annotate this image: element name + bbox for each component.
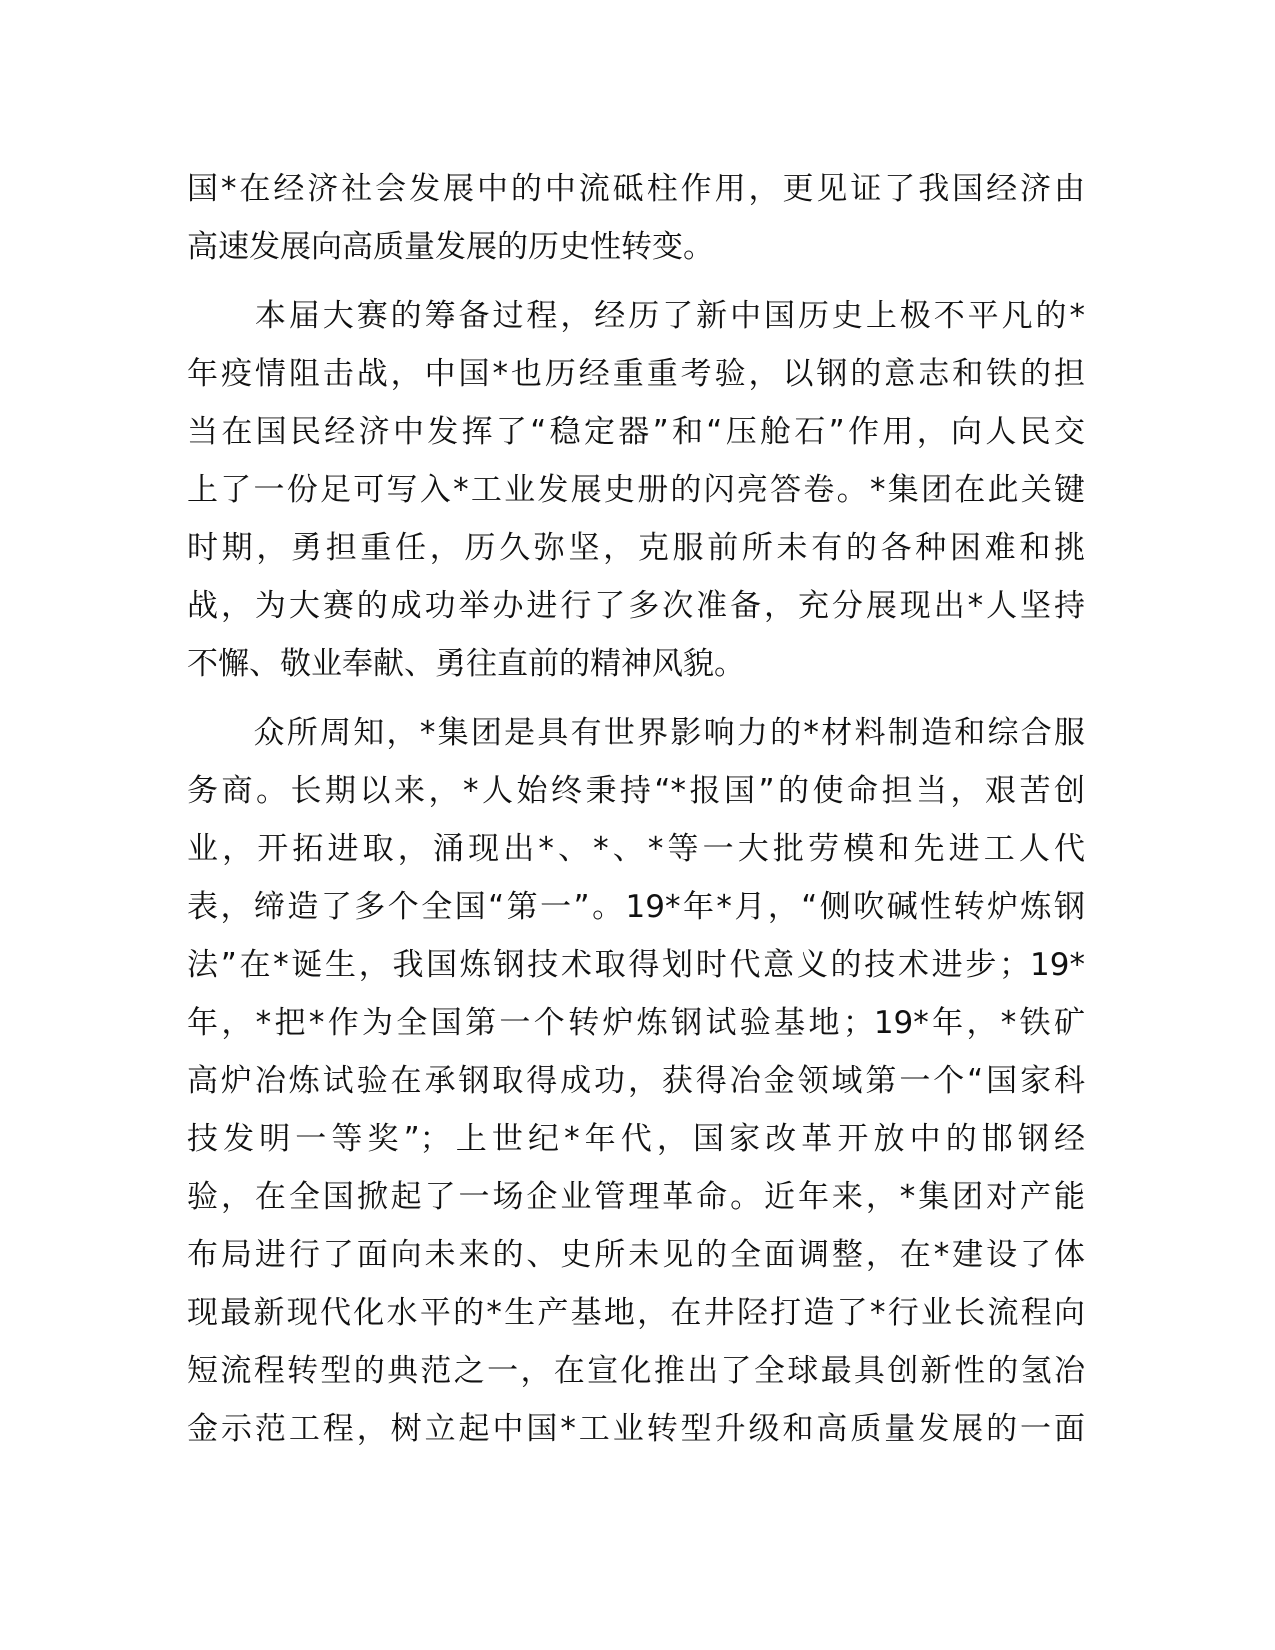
text-line: 务商。长期以来，*人始终秉持“*报国”的使命担当，艰苦创: [187, 773, 1085, 809]
text-line: 表，缔造了多个全国“第一”。19*年*月，“侧吹碱性转炉炼钢: [187, 889, 1085, 925]
paragraph-2: [187, 287, 1085, 693]
text-line: 不懈、敬业奉献、勇往直前的精神风貌。: [187, 646, 745, 682]
text-line: 高炉冶炼试验在承钢取得成功，获得冶金领域第一个“国家科: [187, 1063, 1085, 1099]
text-line: 时期，勇担重任，历久弥坚，克服前所未有的各种困难和挑: [187, 530, 1085, 566]
text-line: 众所周知，*集团是具有世界影响力的*材料制造和综合服: [187, 715, 1085, 751]
text-line: 技发明一等奖”；上世纪*年代，国家改革开放中的邯钢经: [187, 1121, 1085, 1157]
paragraph-1: [187, 160, 1085, 276]
text-line: 当在国民经济中发挥了“稳定器”和“压舱石”作用，向人民交: [187, 414, 1085, 450]
text-line: 金示范工程，树立起中国*工业转型升级和高质量发展的一面: [187, 1411, 1085, 1447]
text-line: 战，为大赛的成功举办进行了多次准备，充分展现出*人坚持: [187, 588, 1085, 624]
text-line: 布局进行了面向未来的、史所未见的全面调整，在*建设了体: [187, 1237, 1085, 1273]
text-line: 高速发展向高质量发展的历史性转变。: [187, 229, 714, 265]
text-line: 本届大赛的筹备过程，经历了新中国历史上极不平凡的*: [187, 298, 1085, 334]
text-line: 业，开拓进取，涌现出*、*、*等一大批劳模和先进工人代: [187, 831, 1085, 867]
text-line: 国*在经济社会发展中的中流砥柱作用，更见证了我国经济由: [187, 171, 1085, 207]
text-line: 短流程转型的典范之一，在宣化推出了全球最具创新性的氢冶: [187, 1353, 1085, 1389]
text-line: 现最新现代化水平的*生产基地，在井陉打造了*行业长流程向: [187, 1295, 1085, 1331]
text-line: 验，在全国掀起了一场企业管理革命。近年来，*集团对产能: [187, 1179, 1085, 1215]
text-line: 法”在*诞生，我国炼钢技术取得划时代意义的技术进步；19*: [187, 947, 1085, 983]
body-text: [187, 160, 1085, 1458]
paragraph-3: [187, 704, 1085, 1458]
text-line: 年疫情阻击战，中国*也历经重重考验，以钢的意志和铁的担: [187, 356, 1085, 392]
text-line: 上了一份足可写入*工业发展史册的闪亮答卷。*集团在此关键: [187, 472, 1085, 508]
text-line: 年，*把*作为全国第一个转炉炼钢试验基地；19*年，*铁矿: [187, 1005, 1085, 1041]
